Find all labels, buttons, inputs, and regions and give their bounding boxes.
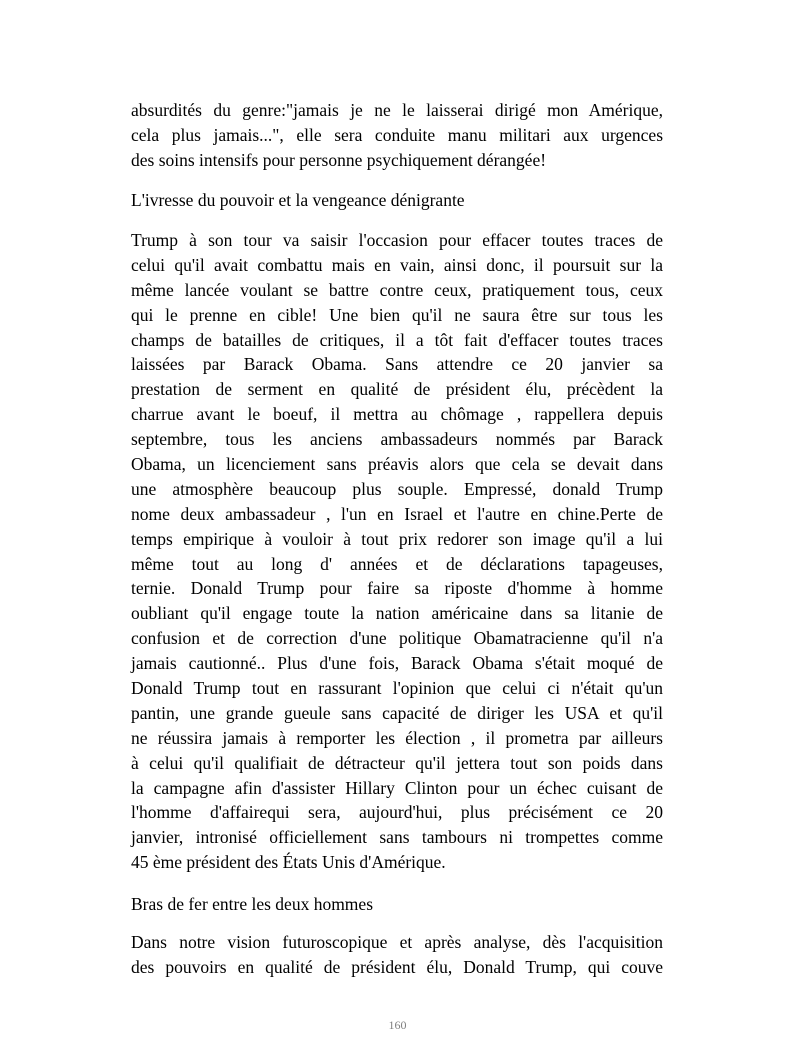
paragraph-line: pantin, une grande gueule sans capacité de diriger les USA et qu'il: [131, 702, 663, 723]
paragraph-line: champs de batailles de critiques, il a tôt fait d'effacer toutes traces: [131, 329, 663, 350]
paragraph-line: charrue avant le boeuf, il mettra au chômage , rappellera depuis: [131, 404, 663, 425]
paragraph-line: des soins intensifs pour personne psychiquement dérangée!: [131, 149, 547, 170]
paragraph-line: jamais cautionné.. Plus d'une fois, Barack Obama s'était moqué de: [131, 653, 663, 674]
paragraph-line: des pouvoirs en qualité de président élu, Donald Trump, qui couve: [131, 956, 663, 977]
paragraph-line: celui qu'il avait combattu mais en vain, ainsi donc, il poursuit sur la: [131, 254, 663, 275]
paragraph-line: prestation de serment en qualité de président élu, précèdent la: [131, 379, 663, 400]
paragraph-line: qui le prenne en cible! Une bien qu'il ne saura être sur tous les: [131, 304, 663, 325]
paragraph-2: [131, 228, 663, 875]
paragraph-line: même tout au long d' années et de déclarations tapageuses,: [131, 553, 663, 574]
paragraph-line: absurdités du genre:"jamais je ne le laisserai dirigé mon Amérique,: [131, 100, 663, 120]
paragraph-line: Donald Trump tout en rassurant l'opinion que celui ci n'était qu'un: [131, 678, 663, 699]
paragraph-line: oubliant qu'il engage toute la nation américaine dans sa litanie de: [131, 603, 663, 624]
paragraph-line: Obama, un licenciement sans préavis alors que cela se devait dans: [131, 454, 663, 475]
paragraph-line: nome deux ambassadeur , l'un en Israel et l'autre en chine.Perte de: [131, 503, 663, 524]
paragraph-line: à celui qu'il qualifiait de détracteur qu'il jettera tout son poids dans: [131, 752, 663, 773]
paragraph-line: Trump à son tour va saisir l'occasion pour effacer toutes traces de: [131, 230, 663, 250]
paragraph-line: une atmosphère beaucoup plus souple. Empressé, donald Trump: [131, 478, 663, 499]
paragraph-line: la campagne afin d'assister Hillary Clinton pour un échec cuisant de: [131, 777, 663, 798]
paragraph-line: ternie. Donald Trump pour faire sa riposte d'homme à homme: [131, 578, 663, 599]
paragraph-line: 45 ème président des États Unis d'Amérique.: [131, 852, 446, 873]
paragraph-line: janvier, intronisé officiellement sans tambours ni trompettes comme: [131, 827, 663, 848]
section-heading-1: L'ivresse du pouvoir et la vengeance dénigrante: [131, 190, 465, 210]
paragraph-line: temps empirique à vouloir à tout prix redorer son image qu'il a lui: [131, 528, 663, 549]
paragraph-line: ne réussira jamais à remporter les élection , il prometra par ailleurs: [131, 727, 663, 748]
page-number: 160: [388, 1018, 407, 1032]
paragraph-line: cela plus jamais...", elle sera conduite manu militari aux urgences: [131, 124, 663, 145]
paragraph-3: [131, 930, 663, 980]
section-heading-2: Bras de fer entre les deux hommes: [131, 894, 374, 914]
paragraph-line: confusion et de correction d'une politique Obamatracienne qu'il n'a: [131, 628, 663, 649]
paragraph-line: laissées par Barack Obama. Sans attendre ce 20 janvier sa: [131, 354, 663, 375]
paragraph-1: [131, 98, 663, 173]
paragraph-line: Dans notre vision futuroscopique et après analyse, dès l'acquisition: [131, 932, 663, 952]
paragraph-line: septembre, tous les anciens ambassadeurs nommés par Barack: [131, 429, 663, 450]
paragraph-line: même lancée voulant se battre contre ceux, pratiquement tous, ceux: [131, 279, 663, 300]
paragraph-line: l'homme d'affairequi sera, aujourd'hui, plus précisément ce 20: [131, 802, 663, 823]
